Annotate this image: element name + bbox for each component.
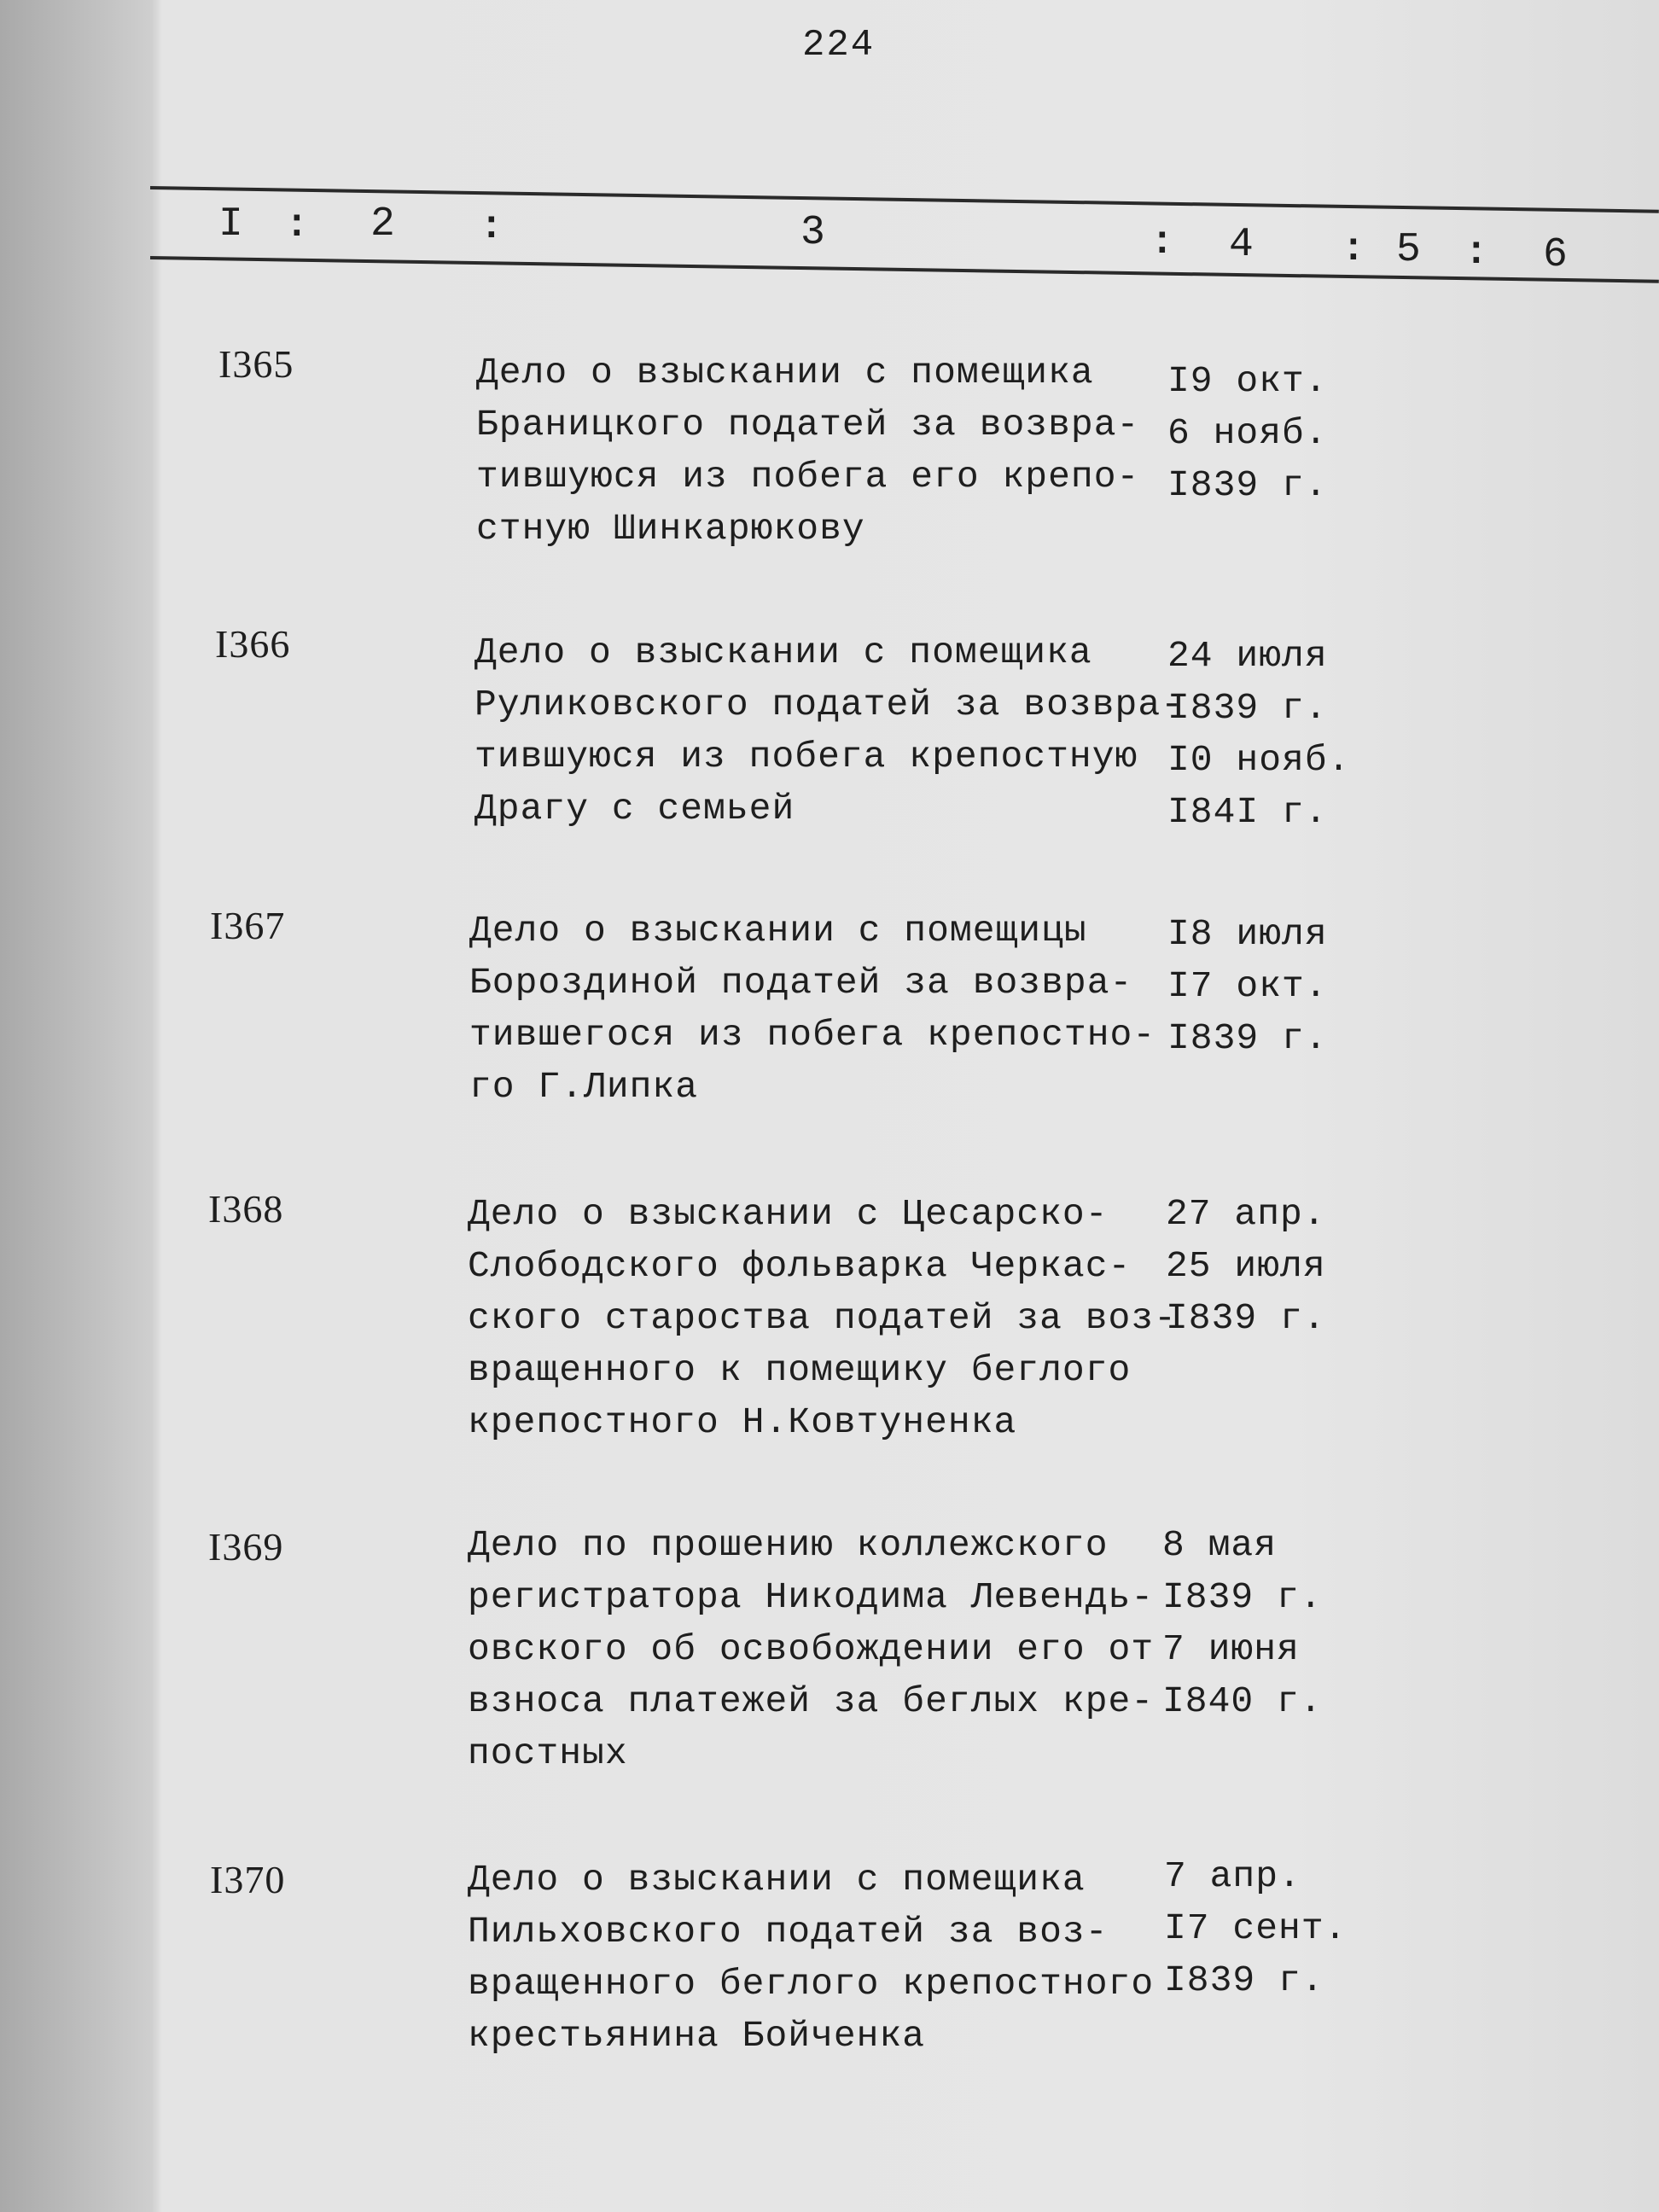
entry-description <box>468 1519 1154 1779</box>
description-line: Дело о взыскании с помещика <box>468 1859 1086 1901</box>
entry-dates <box>1167 630 1350 838</box>
entry-number: I365 <box>218 342 294 386</box>
entry-description <box>469 905 1155 1113</box>
date-line: I839 г. <box>1164 1959 1324 2001</box>
column-separator-4: : <box>1342 227 1365 271</box>
description-line: Пильховского податей за воз- <box>468 1911 1109 1953</box>
column-header-4: 4 <box>1229 222 1254 268</box>
date-line: 24 июля <box>1167 635 1328 677</box>
entry-description <box>468 1188 1177 1448</box>
description-line: Дело о взыскании с Цесарско- <box>468 1193 1109 1235</box>
date-line: 8 мая <box>1162 1524 1278 1566</box>
entry-number: I368 <box>208 1187 284 1231</box>
description-line: тившуюся из побега крепостную <box>474 736 1138 777</box>
description-line: регистратора Никодима Левендь- <box>468 1576 1155 1618</box>
date-line: 6 нояб. <box>1167 412 1328 454</box>
entry-description <box>474 626 1184 835</box>
description-line: крепостного Н.Ковтуненка <box>468 1401 1017 1443</box>
date-line: 27 апр. <box>1166 1193 1326 1235</box>
entry-dates <box>1166 1188 1326 1344</box>
description-line: ского староства податей за воз- <box>468 1297 1177 1339</box>
date-line: I7 окт. <box>1167 965 1328 1007</box>
column-separator-2: : <box>480 205 504 249</box>
date-line: I839 г. <box>1167 1017 1328 1059</box>
date-line: I7 сент. <box>1164 1907 1348 1949</box>
date-line: I839 г. <box>1167 464 1328 506</box>
date-line: I839 г. <box>1167 687 1328 729</box>
date-line: I839 г. <box>1166 1297 1326 1339</box>
date-line: 7 июня <box>1162 1628 1300 1670</box>
description-line: Браницкого податей за возвра- <box>476 404 1140 445</box>
date-line: 7 апр. <box>1164 1855 1301 1897</box>
description-line: овского об освобождении его от <box>468 1628 1155 1670</box>
date-line: I840 г. <box>1162 1680 1323 1722</box>
column-header-2: 2 <box>370 201 395 247</box>
description-line: взноса платежей за беглых кре- <box>468 1680 1155 1722</box>
description-line: Дело по прошению коллежского <box>468 1524 1109 1566</box>
date-line: I0 нояб. <box>1167 739 1351 781</box>
date-line: I84I г. <box>1167 791 1328 833</box>
entry-number: I369 <box>208 1525 284 1569</box>
date-line: 25 июля <box>1166 1245 1326 1287</box>
entry-number: I367 <box>210 904 286 947</box>
description-line: Дело о взыскании с помещика <box>474 632 1092 673</box>
entry-description <box>468 1854 1154 2062</box>
description-line: вращенного к помещику беглого <box>468 1349 1132 1391</box>
entry-number: I366 <box>215 622 291 666</box>
description-line: Слободского фольварка Черкас- <box>468 1245 1132 1287</box>
column-separator-1: : <box>285 203 309 247</box>
description-line: стную Шинкарюкову <box>476 508 865 550</box>
description-line: крестьянина Бойченка <box>468 2015 926 2057</box>
column-separator-5: : <box>1464 230 1488 275</box>
description-line: тившуюся из побега его крепо- <box>476 456 1140 498</box>
entry-dates <box>1162 1519 1323 1727</box>
column-header-3: 3 <box>800 210 825 256</box>
column-header-1: I <box>218 201 243 247</box>
description-line: Бороздиной податей за возвра- <box>469 962 1133 1004</box>
description-line: Дело о взыскании с помещика <box>476 352 1094 393</box>
column-header-6: 6 <box>1543 232 1568 278</box>
entry-dates <box>1164 1850 1347 2006</box>
description-line: го Г.Липка <box>469 1066 699 1108</box>
description-line: постных <box>468 1732 628 1774</box>
description-line: вращенного беглого крепостного <box>468 1963 1155 2005</box>
date-line: I8 июля <box>1167 913 1328 955</box>
description-line: Драгу с семьей <box>474 788 795 830</box>
column-separator-3: : <box>1150 220 1174 265</box>
description-line: тившегося из побега крепостно- <box>469 1014 1156 1056</box>
column-header-5: 5 <box>1396 227 1421 273</box>
entry-dates <box>1167 908 1328 1064</box>
entry-description <box>476 346 1139 555</box>
entry-number: I370 <box>210 1858 286 1901</box>
description-line: Дело о взыскании с помещицы <box>469 910 1087 952</box>
header-bottom-rule <box>150 256 1659 283</box>
date-line: I839 г. <box>1162 1576 1323 1618</box>
page-number: 224 <box>802 24 876 67</box>
entry-dates <box>1167 355 1328 511</box>
date-line: I9 окт. <box>1167 360 1328 402</box>
description-line: Руликовского податей за возвра- <box>474 684 1184 725</box>
